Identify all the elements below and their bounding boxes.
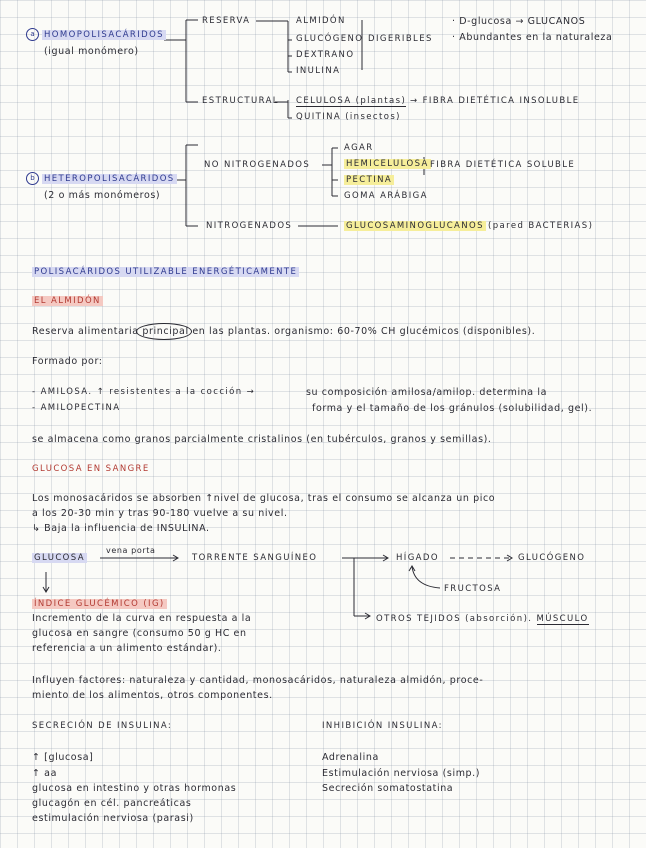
indice-heading: ÍNDICE GLUCÉMICO (IG)	[34, 599, 165, 609]
flow-otros-tejidos: OTROS TEJIDOS (absorción). MÚSCULO	[376, 614, 589, 624]
fibra-insoluble: → FIBRA DIETÉTICA INSOLUBLE	[410, 96, 580, 106]
reserva-item-inulina: INULINA	[296, 66, 341, 76]
hetero-item-agar: AGAR	[344, 143, 374, 153]
hetero-title: HETEROPOLISACÁRIDOS	[44, 174, 175, 184]
formado-text: Formado por:	[32, 356, 103, 367]
flow-higado: HÍGADO	[396, 553, 439, 563]
almacena-text: se almacena como granos parcialmente cristalinos (en tubérculos, granos y semillas).	[32, 434, 492, 445]
mono-line-3: ↳ Baja la influencia de INSULINA.	[32, 523, 210, 534]
secrecion-item-3: glucosa en intestino y otras hormonas	[32, 783, 237, 794]
homo-note-1: · D-glucosa → GLUCANOS	[452, 16, 586, 27]
inhibicion-item-1: Adrenalina	[322, 752, 379, 763]
composicion-line-1: su composición amilosa/amilop. determina la	[306, 387, 548, 398]
inhibicion-item-2: Estimulación nerviosa (simp.)	[322, 768, 481, 779]
almidon-heading: EL ALMIDÓN	[34, 296, 101, 306]
no-nitrogenados-label: NO NITROGENADOS	[204, 160, 311, 170]
glucosaminoglucanos: GLUCOSAMINOGLUCANOS	[346, 221, 484, 231]
reserva-label: RESERVA	[202, 16, 251, 26]
principal-circle	[136, 323, 192, 340]
marker-b: b	[26, 172, 39, 185]
secrecion-heading: SECRECIÓN DE INSULINA:	[32, 721, 173, 731]
indice-line-2: glucosa en sangre (consumo 50 g HC en	[32, 628, 247, 639]
section-heading: POLISACÁRIDOS UTILIZABLE ENERGÉTICAMENTE	[34, 267, 298, 277]
estructural-item-quitina: QUITINA (insectos)	[296, 112, 401, 122]
factores-line-2: miento de los alimentos, otros componentes.	[32, 690, 273, 701]
amilosa-line: - AMILOSA. ↑ resistentes a la cocción →	[32, 387, 256, 397]
pared-bacterias: (pared BACTERIAS)	[488, 221, 594, 231]
flow-vena-porta: vena porta	[106, 546, 156, 555]
reserva-item-dextrano: DEXTRANO	[296, 50, 355, 60]
mono-line-2: a los 20-30 min y tras 90-180 vuelve a su nivel.	[32, 508, 288, 519]
inhibicion-item-3: Secreción somatostatina	[322, 783, 454, 794]
hetero-item-pectina: PECTINA	[346, 175, 393, 185]
reserva-text: Reserva alimentaria principal en las plantas. organismo: 60-70% CH glucémicos (disponibles).	[32, 326, 535, 337]
flow-torrente: TORRENTE SANGUÍNEO	[192, 553, 318, 563]
indice-line-1: Incremento de la curva en respuesta a la	[32, 613, 252, 624]
estructural-label: ESTRUCTURAL	[202, 96, 279, 106]
secrecion-item-1: ↑ [glucosa]	[32, 752, 94, 763]
digeribles-label: DIGERIBLES	[368, 34, 433, 44]
homo-title: HOMOPOLISACÁRIDOS	[44, 30, 164, 40]
homo-subtitle: (igual monómero)	[44, 46, 139, 57]
factores-line-1: Influyen factores: naturaleza y cantidad, monosacáridos, naturaleza almidón, proce-	[32, 675, 484, 686]
glucosa-sangre-heading: GLUCOSA EN SANGRE	[32, 464, 150, 474]
fibra-soluble: FIBRA DIETÉTICA SOLUBLE	[430, 160, 576, 170]
mono-line-1: Los monosacáridos se absorben ↑nivel de glucosa, tras el consumo se alcanza un pico	[32, 493, 496, 504]
hetero-item-hemicelulosa: HEMICELULOSA	[346, 159, 429, 169]
flow-glucosa: GLUCOSA	[34, 553, 85, 563]
composicion-line-2: forma y el tamaño de los gránulos (solubilidad, gel).	[312, 403, 593, 414]
secrecion-item-2: ↑ aa	[32, 768, 58, 779]
estructural-item-celulosa: CELULOSA (plantas)	[296, 96, 407, 106]
hetero-item-goma-arabiga: GOMA ARÁBIGA	[344, 191, 428, 201]
secrecion-item-5: estimulación nerviosa (parasi)	[32, 813, 194, 824]
amilopectina-line: - AMILOPECTINA	[32, 403, 121, 413]
secrecion-item-4: glucagón en cél. pancreáticas	[32, 798, 192, 809]
indice-line-3: referencia a un alimento estándar).	[32, 643, 222, 654]
flow-fructosa: FRUCTOSA	[444, 584, 502, 594]
hetero-subtitle: (2 o más monómeros)	[44, 190, 161, 201]
reserva-item-glucogeno: GLUCÓGENO	[296, 34, 364, 44]
flow-glucogeno: GLUCÓGENO	[518, 553, 586, 563]
inhibicion-heading: INHIBICIÓN INSULINA:	[322, 721, 443, 731]
marker-a: a	[26, 28, 39, 41]
homo-note-2: · Abundantes en la naturaleza	[452, 32, 613, 43]
reserva-item-almidon: ALMIDÓN	[296, 16, 346, 26]
nitrogenados-label: NITROGENADOS	[206, 221, 293, 231]
